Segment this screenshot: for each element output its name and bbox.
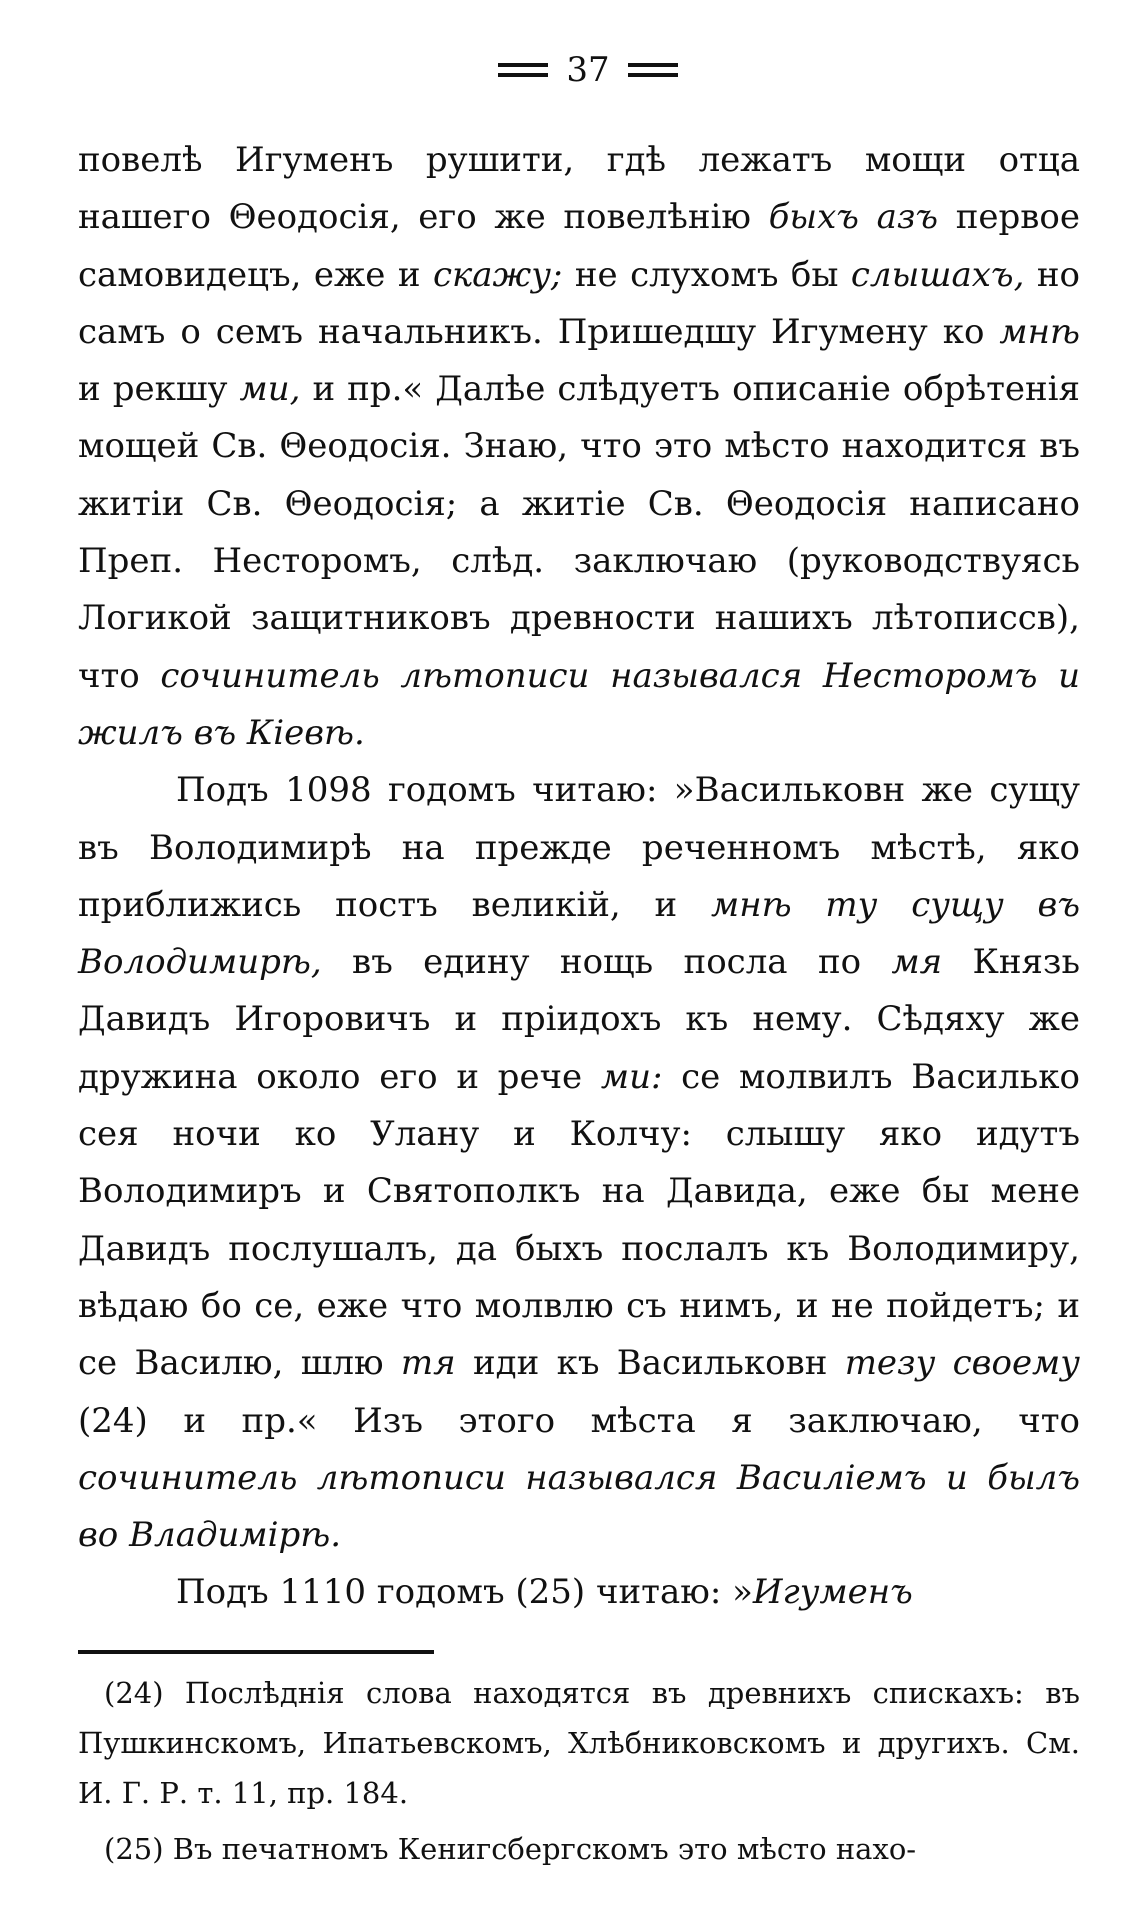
text-run: и пр.« Далѣе слѣдуетъ описаніе обрѣтенія мощей Св. Θеодосія. Знаю, что это мѣсто находится въ житіи Св. Θеодосія; а житіе Св. Θеодосія написано Преп. Несторомъ, слѣд. заключаю (руководствуясь Логикой защитниковъ древности нашихъ лѣтописсв), что [78, 369, 1080, 696]
italic-text: быхъ азъ [768, 197, 939, 238]
text-run: первое самовидецъ, еже и [78, 197, 1080, 295]
italic-text: сочинитель лѣтописи назывался Василіемъ и былъ во Владимірѣ. [78, 1457, 1080, 1556]
footnotes [78, 1668, 1080, 1874]
text-run: Подъ 1110 годомъ (25) читаю: » [176, 1572, 753, 1613]
main-text [78, 132, 1080, 1622]
text-run: но самъ о семъ начальникъ. Пришедшу Игумену ко [78, 254, 1080, 352]
text-run: и рекшу [78, 369, 240, 410]
left-double-rule [498, 63, 548, 77]
text-run: (24) и пр.« Изъ этого мѣста я заключаю, что [78, 1400, 1080, 1441]
italic-text: ми: [600, 1056, 663, 1097]
footnote-25: (25) Въ печатномъ Кенигсбергскомъ это мѣсто нахо- [104, 1831, 917, 1866]
text-run: въ едину нощь посла по [321, 942, 892, 983]
italic-text: тезу своему [844, 1343, 1080, 1384]
page-header [96, 38, 1080, 100]
italic-text: слышахъ, [850, 254, 1025, 295]
italic-text: ми, [239, 369, 301, 410]
paragraph [78, 132, 1080, 762]
footnote-divider [78, 1650, 434, 1654]
paragraph [78, 762, 1080, 1564]
italic-text: мнѣ [999, 311, 1080, 352]
italic-text: скажу; [432, 254, 563, 295]
italic-text: Игуменъ [752, 1572, 913, 1613]
right-double-rule [628, 63, 678, 77]
paragraph [78, 1564, 1080, 1621]
italic-text: мнѣ ту сущу въ Володимирѣ, [78, 884, 1080, 983]
footnote-24: (24) Послѣднія слова находятся въ древнихъ спискахъ: въ Пушкинскомъ, Ипатьевскомъ, Хлѣбниковскомъ и другихъ. См. И. Г. Р. т. 11, пр. 184. [78, 1675, 1080, 1810]
text-run: Подъ 1098 годомъ читаю: »Васильковн же сущу въ Володимирѣ на прежде реченномъ мѣстѣ, яко приближись постъ великій, и [78, 770, 1080, 925]
text-run: иди къ Васильковн [455, 1343, 845, 1384]
text-run: не слухомъ бы [562, 254, 851, 295]
italic-text: тя [400, 1343, 456, 1384]
text-run: повелѣ Игуменъ рушити, гдѣ лежатъ мощи отца нашего Θеодосія, его же повелѣнію [78, 140, 1080, 238]
italic-text: сочинитель лѣтописи назывался Несторомъ и жилъ въ Кіевѣ. [78, 655, 1080, 753]
italic-text: мя [891, 942, 943, 983]
text-run: се молвилъ Василько сея ночи ко Улану и Колчу: слышу яко идутъ Володимиръ и Святополкъ на Давида, еже бы мене Давидъ послушалъ, да быхъ послалъ къ Володимиру, вѣдаю бо се, еже что молвлю съ нимъ, и не пойдетъ; и се Василю, шлю [78, 1056, 1081, 1384]
text-run: Князь Давидъ Игоровичъ и пріидохъ къ нему. Сѣдяху же дружина около его и рече [78, 942, 1080, 1097]
page-number: 37 [566, 50, 610, 90]
